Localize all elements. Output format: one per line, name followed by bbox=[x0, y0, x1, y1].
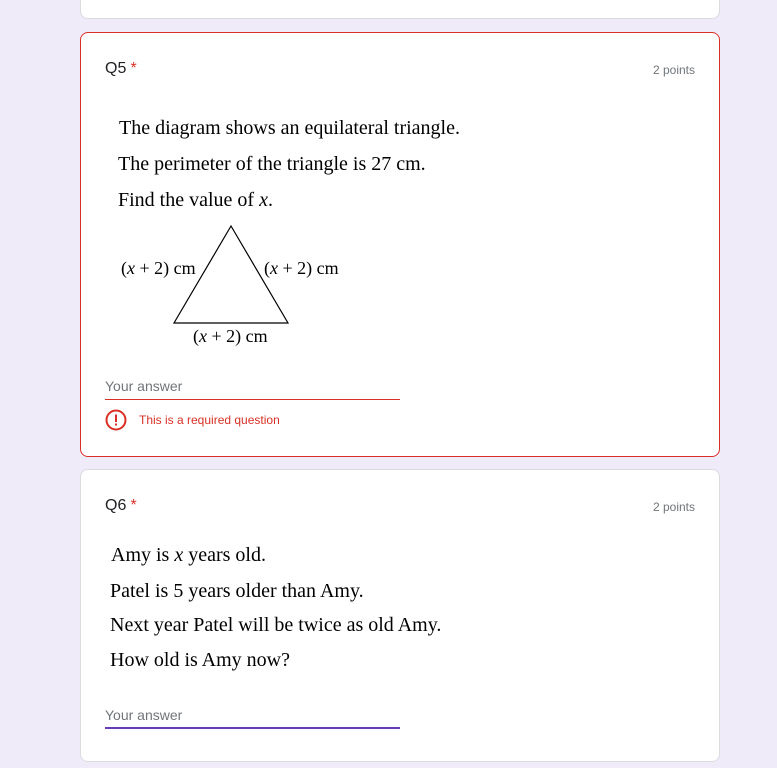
required-asterisk: * bbox=[130, 497, 137, 514]
q5-line-1: The diagram shows an equilateral triangle. bbox=[119, 117, 460, 139]
question-image bbox=[81, 33, 721, 363]
answer-underline bbox=[105, 399, 400, 400]
question-title-text: Q5 bbox=[105, 60, 127, 77]
previous-question-card bbox=[80, 0, 720, 19]
q6-line-2: Patel is 5 years older than Amy. bbox=[110, 580, 364, 602]
answer-input[interactable] bbox=[105, 703, 400, 727]
question-card-q5 bbox=[80, 32, 720, 457]
q6-line-4: How old is Amy now? bbox=[110, 649, 290, 671]
error-message: This is a required question bbox=[139, 413, 280, 427]
error-row bbox=[105, 409, 280, 431]
equilateral-triangle-diagram bbox=[81, 33, 721, 363]
question-card-q6 bbox=[80, 469, 720, 762]
question-points: 2 points bbox=[652, 63, 695, 77]
answer-underline bbox=[105, 727, 400, 729]
question-text-line bbox=[111, 544, 266, 567]
answer-input[interactable] bbox=[105, 374, 400, 398]
q6-line-3: Next year Patel will be twice as old Amy. bbox=[110, 614, 442, 636]
error-circle-icon bbox=[105, 409, 127, 431]
triangle-label-left: (x + 2) cm bbox=[121, 258, 196, 278]
question-text-line bbox=[110, 614, 441, 637]
q6-line-1: Amy is x years old. bbox=[111, 544, 266, 566]
triangle-label-right: (x + 2) cm bbox=[264, 258, 339, 278]
triangle-label-bottom: (x + 2) cm bbox=[193, 326, 268, 346]
question-title-text: Q6 bbox=[105, 497, 127, 514]
q5-line-2: The perimeter of the triangle is 27 cm. bbox=[118, 153, 426, 175]
question-text-line bbox=[110, 649, 290, 672]
required-asterisk: * bbox=[130, 60, 137, 77]
q5-line-3: Find the value of x. bbox=[118, 189, 273, 211]
question-text-line bbox=[110, 580, 364, 603]
question-points: 2 points bbox=[652, 500, 695, 514]
question-image bbox=[81, 470, 721, 690]
